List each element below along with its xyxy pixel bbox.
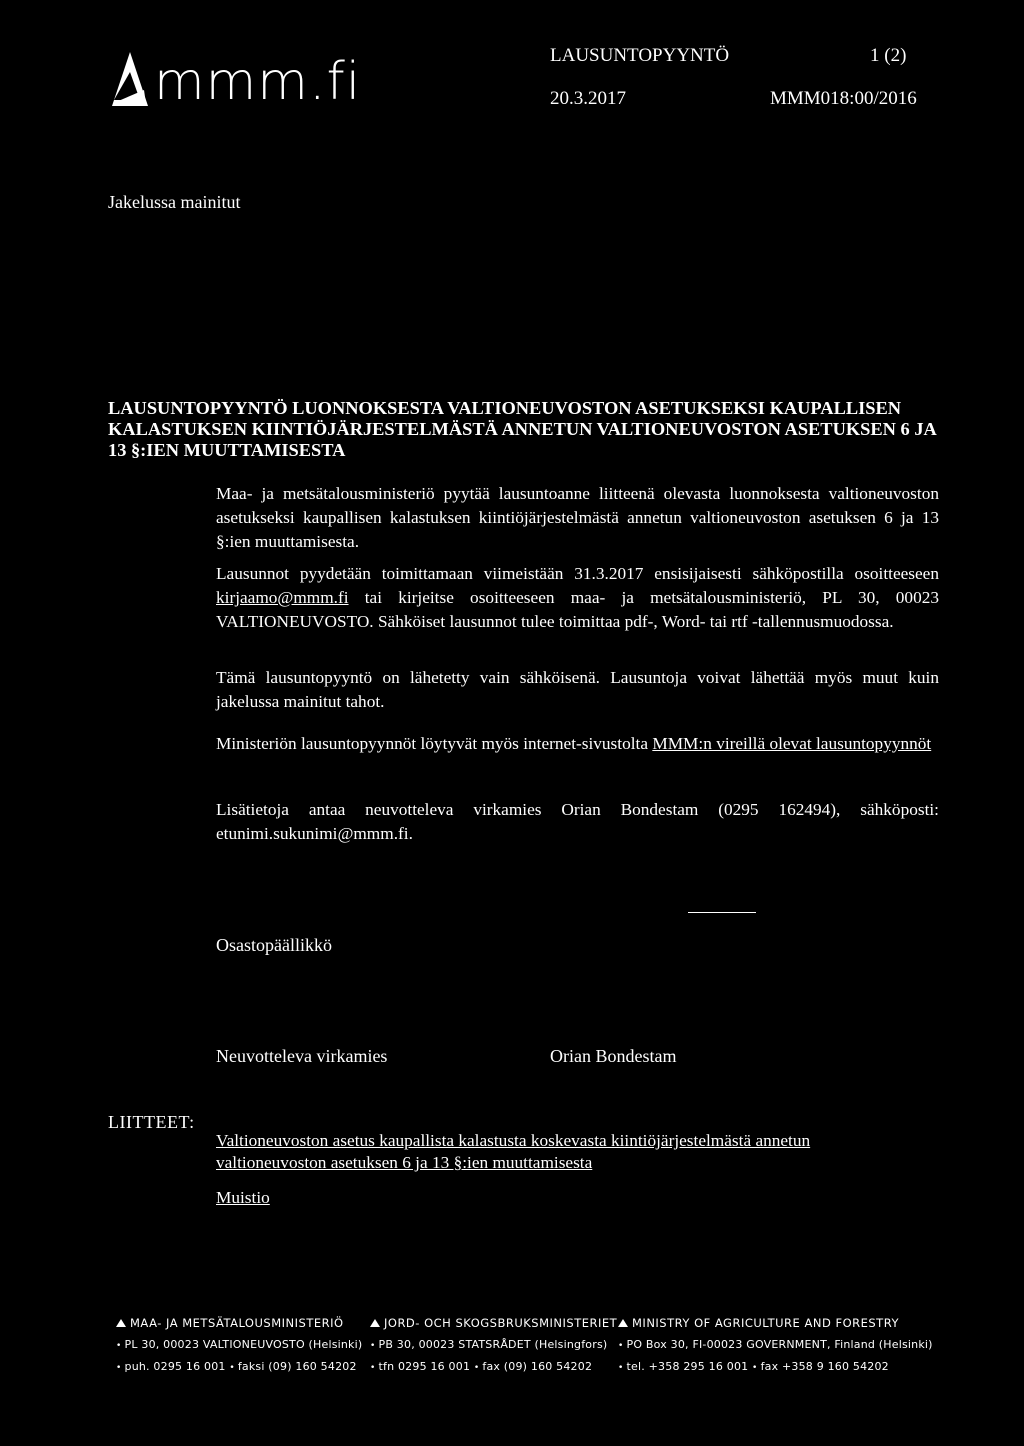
- paragraph-text-start: Ministeriön lausuntopyynnöt löytyvät myös internet-sivustolta: [216, 734, 653, 753]
- footer-phone: tel. +358 295 16 001: [626, 1360, 749, 1373]
- bullet-icon: •: [370, 1341, 376, 1351]
- body-paragraph-5: [216, 798, 939, 846]
- bullet-icon: •: [618, 1341, 624, 1351]
- footer-phone: tfn 0295 16 001: [378, 1360, 471, 1373]
- document-title: LAUSUNTOPYYNTÖ LUONNOKSESTA VALTIONEUVOSTON ASETUKSEKSI KAUPALLISEN KALASTUKSEN KIINTIÖJÄRJESTELMÄSTÄ ANNETUN VALTIONEUVOSTON ASETUKSEN 6 JA 13 §:IEN MUUTTAMISESTA: [108, 398, 936, 460]
- attachment-item-2[interactable]: [216, 1188, 270, 1208]
- bullet-icon: •: [116, 1363, 122, 1373]
- paragraph-text: [216, 562, 939, 634]
- signature-role-2: Neuvotteleva virkamies: [216, 1046, 388, 1066]
- ministry-logo: [110, 50, 362, 112]
- bullet-icon: •: [473, 1363, 480, 1373]
- triangle-icon: [370, 1319, 380, 1327]
- bullet-icon: •: [752, 1363, 758, 1373]
- footer-fax: faksi (09) 160 54202: [237, 1360, 357, 1373]
- body-paragraph-3: [216, 666, 939, 714]
- signature-name-2: Orian Bondestam: [550, 1046, 677, 1066]
- paragraph-text: Lisätietoja antaa neuvotteleva virkamies Orian Bondestam (0295 162494), sähköposti: etunimi.sukunimi@mmm.fi.: [216, 800, 939, 843]
- paragraph-text: Tämä lausuntopyyntö on lähetetty vain sähköisenä. Lausuntoja voivat lähettää myös muut kuin jakelussa mainitut tahot.: [216, 668, 939, 711]
- bullet-icon: •: [370, 1363, 376, 1373]
- footer-fax: fax (09) 160 54202: [482, 1360, 593, 1373]
- footer-org-name: JORD- OCH SKOGSBRUKSMINISTERIET: [384, 1316, 618, 1330]
- body-paragraph-1: [216, 482, 939, 554]
- bullet-icon: •: [618, 1363, 624, 1373]
- footer-phone: puh. 0295 16 001: [124, 1360, 226, 1373]
- signature-line: [688, 912, 756, 913]
- attachments-heading: LIITTEET:: [108, 1112, 195, 1132]
- footer-column-en: [618, 1316, 933, 1373]
- bullet-icon: •: [229, 1363, 235, 1373]
- footer-org-name: MAA- JA METSÄTALOUSMINISTERIÖ: [130, 1316, 344, 1330]
- body-paragraph-2: [216, 562, 939, 634]
- footer-address: PB 30, 00023 STATSRÅDET (Helsingfors): [378, 1338, 608, 1351]
- paragraph-text-end: tai kirjeitse osoitteeseen maa- ja metsätalousministeriö, PL 30, 00023 VALTIONEUVOSTO. Sähköiset lausunnot tulee toimittaa pdf-, Word- tai rtf -tallennusmuodossa.: [216, 588, 939, 631]
- paragraph-text-start: Lausunnot pyydetään toimittamaan viimeistään 31.3.2017 ensisijaisesti sähköpostilla osoitteeseen: [216, 564, 939, 583]
- document-type: LAUSUNTOPYYNTÖ: [550, 45, 730, 66]
- email-link[interactable]: kirjaamo@mmm.fi: [216, 588, 349, 607]
- logo-text: mmm.fi: [154, 52, 362, 112]
- body-paragraph-4: [216, 732, 939, 756]
- attachment-item-1[interactable]: [216, 1130, 896, 1174]
- triangle-icon: [116, 1319, 126, 1327]
- recipient: Jakelussa mainitut: [108, 192, 241, 212]
- footer-address: PL 30, 00023 VALTIONEUVOSTO (Helsinki): [124, 1338, 363, 1351]
- bullet-icon: •: [116, 1341, 122, 1351]
- reference-number: MMM018:00/2016: [770, 88, 917, 109]
- footer-column-sv: [370, 1316, 617, 1373]
- signature-role-1: Osastopäällikkö: [216, 935, 332, 955]
- page-number: 1 (2): [870, 45, 907, 66]
- attachment-link[interactable]: Valtioneuvoston asetus kaupallista kalastusta koskevasta kiintiöjärjestelmästä annetun valtioneuvoston asetuksen 6 ja 13 §:ien muuttamisesta: [216, 1131, 811, 1172]
- attachment-link[interactable]: Muistio: [216, 1188, 270, 1207]
- paragraph-text: Maa- ja metsätalousministeriö pyytää lausuntoanne liitteenä olevasta luonnoksesta valtioneuvoston asetukseksi kaupallisen kalastuksen kiintiöjärjestelmästä annetun valtioneuvoston asetuksen 6 ja 13 §:ien muuttamisesta.: [216, 484, 939, 551]
- footer-column-fi: [116, 1316, 362, 1373]
- footer-org-name: MINISTRY OF AGRICULTURE AND FORESTRY: [632, 1316, 899, 1330]
- footer-fax: fax +358 9 160 54202: [760, 1360, 889, 1373]
- document-date: 20.3.2017: [550, 88, 626, 109]
- footer-address: PO Box 30, FI-00023 GOVERNMENT, Finland (Helsinki): [626, 1338, 933, 1351]
- ministry-logo-icon: [110, 50, 150, 108]
- consultations-link[interactable]: MMM:n vireillä olevat lausuntopyynnöt: [652, 734, 932, 753]
- triangle-icon: [618, 1319, 628, 1327]
- paragraph-text: [216, 732, 939, 756]
